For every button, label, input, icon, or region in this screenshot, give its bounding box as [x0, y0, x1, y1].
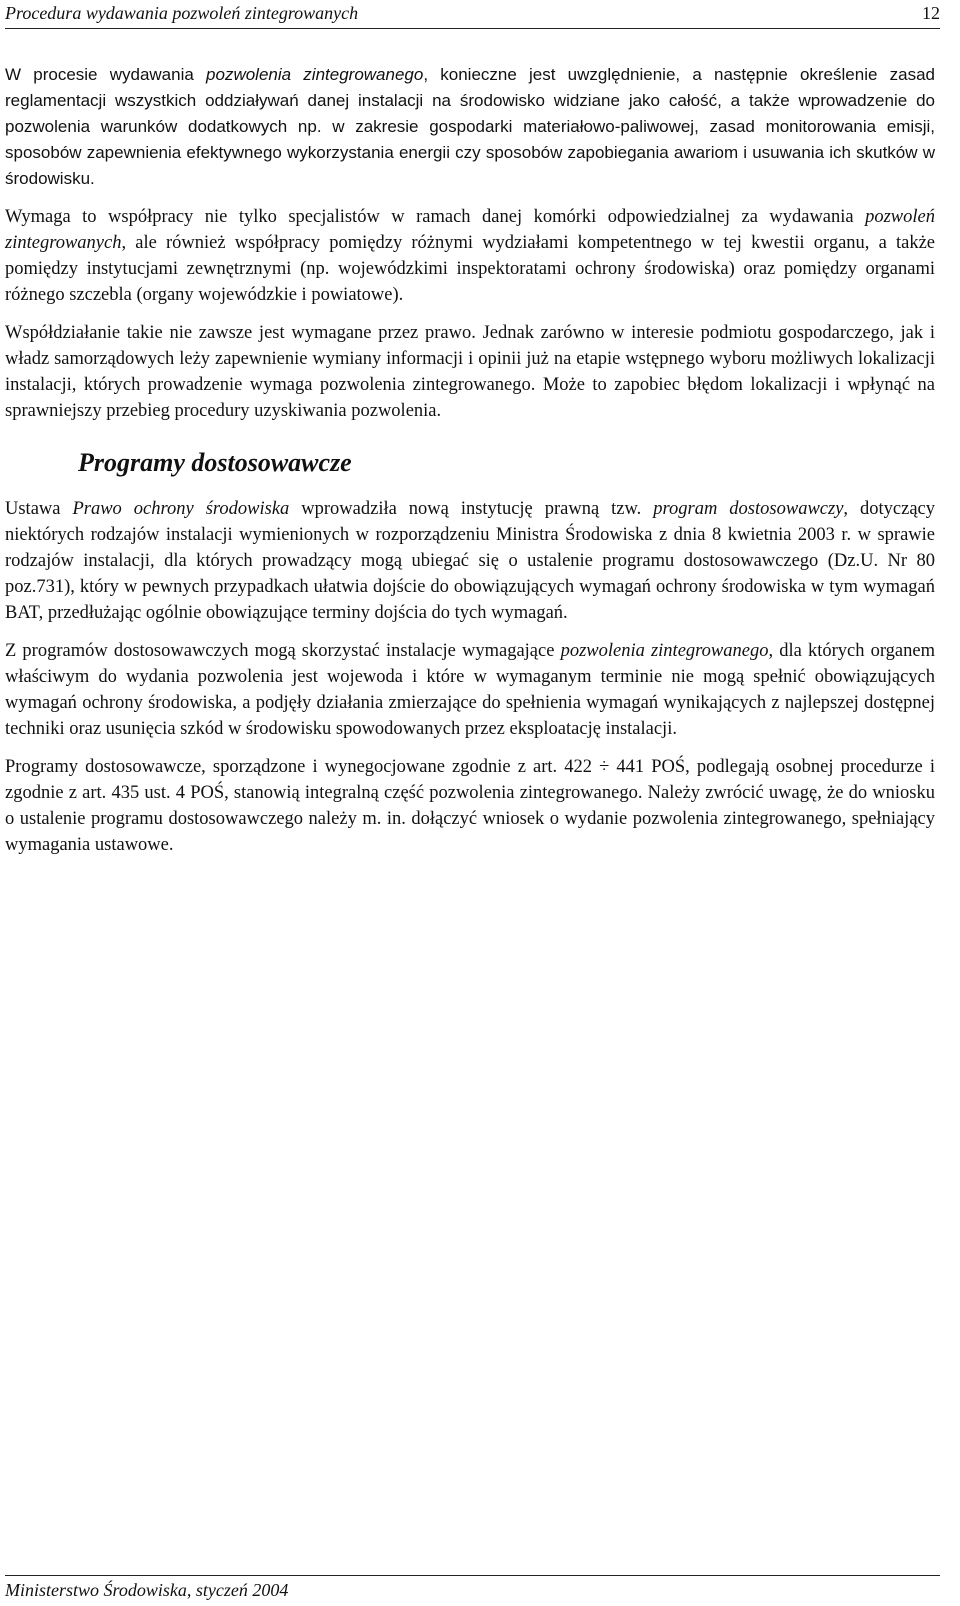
paragraph-1-text-a: W procesie wydawania — [5, 65, 207, 84]
paragraph-5-text-c: , dla których organem właściwym do wydania pozwolenia jest wojewoda i które w wymaganym terminie nie mogą spełnić obowiązujących wymagań ochrony środowiska, a podjęły działania zmierzające do spełnienia wymagań wynikających z najlepszej dostępnej techniki oraz usunięcia szkód w środowisku spowodowanych przez eksploatację instalacji. — [5, 641, 935, 739]
paragraph-1-italic: pozwolenia zintegrowanego — [206, 65, 424, 84]
paragraph-5 — [5, 638, 935, 742]
page-header — [5, 0, 940, 29]
paragraph-4-italic-law: Prawo ochrony środowiska — [72, 499, 290, 519]
paragraph-6 — [5, 754, 935, 858]
page-number: 12 — [922, 3, 940, 23]
paragraph-4-text-e: , dotyczący niektórych rodzajów instalacji wymienionych w rozporządzeniu Ministra Środowiska z dnia 8 kwietnia 2003 r. w sprawie rodzajów instalacji, dla których prowadzący mogą ubiegać się o ustalenie programu dostosowawczego (Dz.U. Nr 80 poz.731), który w pewnych przypadkach ułatwia dojście do obowiązujących wymagań ochrony środowiska w tym wymagań BAT, przedłużając ogólnie obowiązujące terminy dojścia do tych wymagań. — [5, 499, 935, 623]
page-footer: Ministerstwo Środowiska, styczeń 2004 — [5, 1575, 940, 1606]
paragraph-5-text-a: Z programów dostosowawczych mogą skorzystać instalacje wymagające — [5, 641, 561, 661]
paragraph-4-italic-program: program dostosowawczy — [653, 499, 844, 519]
paragraph-4-text-a: Ustawa — [5, 499, 73, 519]
header-title: Procedura wydawania pozwoleń zintegrowanych — [5, 3, 359, 23]
section-heading: Programy dostosowawcze — [78, 448, 352, 477]
paragraph-1 — [5, 62, 935, 192]
paragraph-2 — [5, 204, 935, 308]
paragraph-4 — [5, 496, 935, 626]
paragraph-4-text-c: wprowadziła nową instytucję prawną tzw. — [289, 499, 654, 519]
paragraph-2-italic: pozwoleń zintegrowanych — [5, 207, 935, 253]
paragraph-5-italic: pozwolenia zintegrowanego — [560, 641, 769, 661]
paragraph-3 — [5, 320, 935, 424]
document-body — [5, 62, 935, 870]
paragraph-2-text-c: , ale również współpracy pomiędzy różnymi wydziałami kompetentnego w tej kwestii organu, a także pomiędzy instytucjami zewnętrznymi (np. wojewódzkimi inspektoratami ochrony środowiska) oraz pomiędzy organami różnego szczebla (organy wojewódzkie i powiatowe). — [5, 233, 935, 305]
paragraph-6-text: Programy dostosowawcze, sporządzone i wynegocjowane zgodnie z art. 422 ÷ 441 POŚ, podlegają osobnej procedurze i zgodnie z art. 435 ust. 4 POŚ, stanowią integralną część pozwolenia zintegrowanego. Należy zwrócić uwagę, że do wniosku o ustalenie programu dostosowawczego należy m. in. dołączyć wniosek o wydanie pozwolenia zintegrowanego, spełniający wymagania ustawowe. — [5, 757, 935, 855]
paragraph-2-text-a: Wymaga to współpracy nie tylko specjalistów w ramach danej komórki odpowiedzialnej za wydawania — [5, 207, 866, 227]
paragraph-1-text-c: , konieczne jest uwzględnienie, a następnie określenie zasad reglamentacji wszystkich oddziaływań danej instalacji na środowisko widziane jako całość, a także wprowadzenie do pozwolenia warunków dodatkowych np. w zakresie gospodarki materiałowo-paliwowej, zasad monitorowania emisji, sposobów zapewnienia efektywnego wykorzystania energii czy sposobów zapobiegania awariom i usuwania ich skutków w środowisku. — [5, 65, 935, 188]
paragraph-3-text: Współdziałanie takie nie zawsze jest wymagane przez prawo. Jednak zarówno w interesie podmiotu gospodarczego, jak i władz samorządowych leży zapewnienie wymiany informacji i opinii już na etapie wstępnego wyboru możliwych lokalizacji instalacji, których prowadzenie wymaga pozwolenia zintegrowanego. Może to zapobiec błędom lokalizacji i wpłynąć na sprawniejszy przebieg procedury uzyskiwania pozwolenia. — [5, 323, 935, 421]
